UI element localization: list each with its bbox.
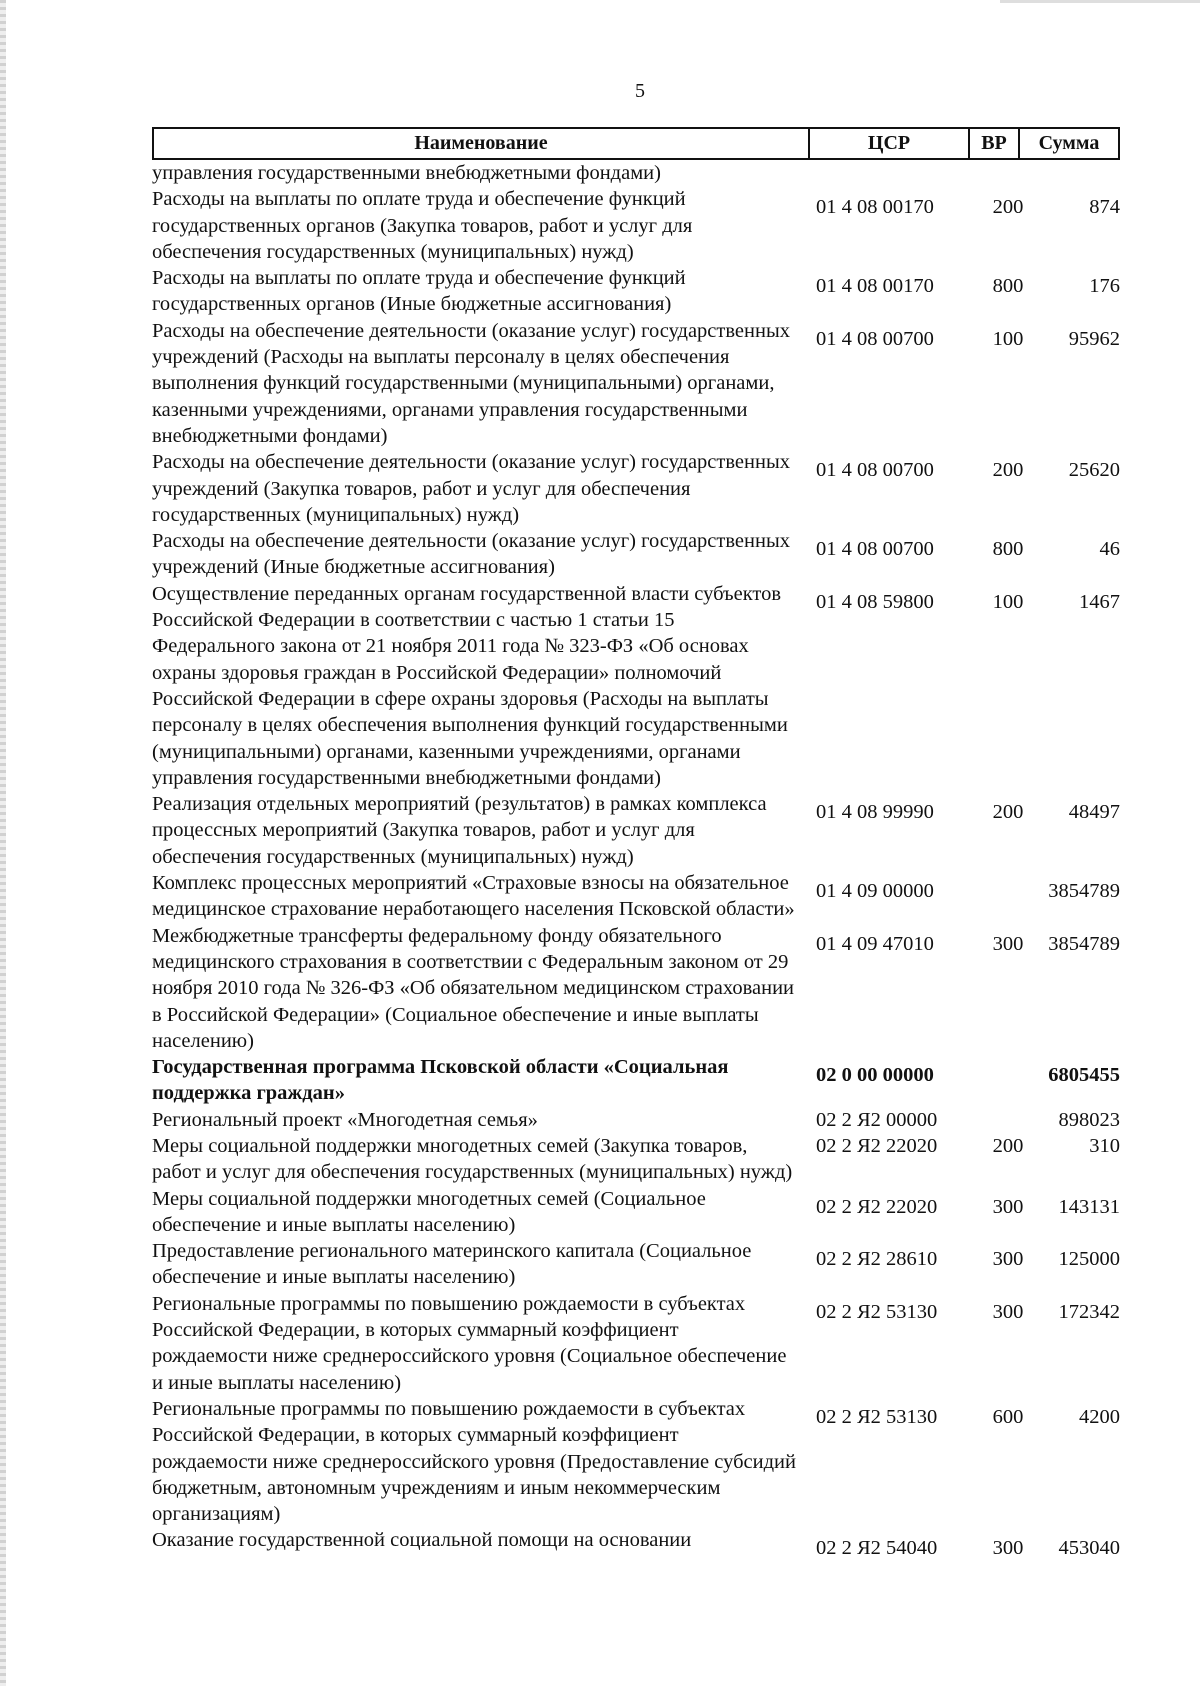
row-csr: [808, 160, 988, 186]
row-sum: 48497: [1068, 801, 1120, 824]
row-name: Государственная программа Псковской области «Социальная поддержка граждан»: [152, 1056, 729, 1105]
table-row: [152, 581, 1120, 791]
row-csr: 01 4 09 00000: [816, 880, 934, 903]
page-number: 5: [635, 80, 645, 102]
row-sum: 310: [1089, 1134, 1120, 1157]
row-csr: 02 2 Я2 22020: [816, 1195, 938, 1218]
row-vr: 200: [992, 196, 1024, 219]
row-sum: 898023: [1058, 1108, 1120, 1131]
row-name: Расходы на обеспечение деятельности (оказание услуг) государственных учреждений (Закупка товаров, работ и услуг для обеспечения государственных (муниципальных) нужд): [152, 451, 790, 526]
header-sum: Сумма: [1038, 132, 1100, 154]
row-vr: [988, 1054, 1028, 1107]
row-name: управления государственными внебюджетными фондами): [152, 162, 661, 184]
row-sum: 3854789: [1048, 932, 1120, 955]
row-csr: 02 2 Я2 00000: [816, 1108, 938, 1131]
row-sum: 25620: [1068, 459, 1120, 482]
row-vr: 300: [992, 1248, 1024, 1271]
row-vr: 100: [992, 327, 1024, 350]
row-sum: 3854789: [1048, 880, 1120, 903]
table-row: [152, 923, 1120, 1054]
row-csr: 01 4 09 47010: [816, 932, 934, 955]
row-csr: 01 4 08 99990: [816, 801, 934, 824]
row-sum: 172342: [1058, 1300, 1120, 1323]
table-row: [152, 870, 1120, 923]
row-sum: 874: [1089, 196, 1120, 219]
table-row: [152, 265, 1120, 318]
row-csr: 01 4 08 00700: [816, 459, 934, 482]
table-row: [152, 1396, 1120, 1527]
table-row: [152, 160, 1120, 186]
row-csr: 02 2 Я2 28610: [816, 1248, 938, 1271]
row-name: Расходы на обеспечение деятельности (оказание услуг) государственных учреждений (Расходы на выплаты персоналу в целях обеспечения выполнения функций государственными (муниципальными) органами, казенными учреждениями, органами управления государственными внебюджетными фондами): [152, 319, 790, 447]
table-row: [152, 1527, 1120, 1561]
row-csr: 02 2 Я2 53130: [816, 1405, 938, 1428]
row-vr: 100: [992, 590, 1024, 613]
row-name: Предоставление регионального материнского капитала (Социальное обеспечение и иные выплаты населению): [152, 1240, 752, 1289]
table-row: [152, 449, 1120, 528]
row-sum: 453040: [1058, 1537, 1120, 1560]
row-sum: 4200: [1079, 1405, 1120, 1428]
row-sum: 95962: [1068, 327, 1120, 350]
row-sum: 125000: [1058, 1248, 1120, 1271]
row-sum: 143131: [1058, 1195, 1120, 1218]
table-row: [152, 528, 1120, 581]
row-name: Расходы на обеспечение деятельности (оказание услуг) государственных учреждений (Иные бюджетные ассигнования): [152, 530, 790, 579]
row-sum: 176: [1089, 275, 1120, 298]
row-csr: 01 4 08 00170: [816, 196, 934, 219]
header-csr: ЦСР: [810, 129, 970, 158]
table-row: [152, 791, 1120, 870]
row-name: Межбюджетные трансферты федеральному фонду обязательного медицинского страхования в соответствии с Федеральным законом от 29 ноября 2010 года № 326-ФЗ «Об обязательном медицинском страховании в Российской Федерации» (Социальное обеспечение и иные выплаты населению): [152, 924, 795, 1052]
row-sum: 1467: [1079, 590, 1120, 613]
row-csr: 01 4 08 00700: [816, 327, 934, 350]
header-name: Наименование: [154, 129, 810, 158]
row-name: Меры социальной поддержки многодетных семей (Закупка товаров, работ и услуг для обеспечения государственных (муниципальных) нужд): [152, 1134, 793, 1184]
row-name: Оказание государственной социальной помощи на основании: [152, 1529, 692, 1552]
row-name: Региональные программы по повышению рождаемости в субъектах Российской Федерации, в которых суммарный коэффициент рождаемости ниже среднероссийского уровня (Социальное обеспечение и иные выплаты населению): [152, 1292, 787, 1394]
row-csr: 02 2 Я2 53130: [816, 1300, 938, 1323]
row-vr: 800: [992, 275, 1024, 298]
scan-edge-top: [1000, 0, 1200, 3]
row-name: Региональный проект «Многодетная семья»: [152, 1108, 538, 1131]
row-csr: 02 2 Я2 22020: [816, 1134, 938, 1157]
row-name: Реализация отдельных мероприятий (результатов) в рамках комплекса процессных мероприятий (Закупка товаров, работ и услуг для обеспечения государственных (муниципальных) нужд): [152, 793, 767, 868]
row-vr: [988, 1107, 1028, 1133]
row-name: Расходы на выплаты по оплате труда и обеспечение функций государственных органов (Закупка товаров, работ и услуг для обеспечения государственных (муниципальных) нужд): [152, 188, 693, 263]
scan-edge-left: [0, 0, 6, 1686]
table-row: [152, 318, 1120, 449]
table-row: [152, 1133, 1120, 1186]
table-row: [152, 1054, 1120, 1107]
row-vr: 300: [992, 1300, 1024, 1323]
row-vr: 200: [992, 459, 1024, 482]
table-row: [152, 1291, 1120, 1396]
row-vr: 200: [992, 801, 1024, 824]
row-name: Меры социальной поддержки многодетных семей (Социальное обеспечение и иные выплаты населению): [152, 1187, 706, 1236]
row-csr: 01 4 08 59800: [816, 590, 934, 613]
row-vr: 300: [992, 1195, 1024, 1218]
table-row: [152, 1107, 1120, 1133]
row-csr: 02 0 00 00000: [816, 1064, 934, 1087]
row-vr: 200: [992, 1134, 1024, 1157]
row-name: Региональные программы по повышению рождаемости в субъектах Российской Федерации, в которых суммарный коэффициент рождаемости ниже среднероссийского уровня (Предоставление субсидий бюджетным, автономным учреждениям и иным некоммерческим организациям): [152, 1397, 796, 1526]
row-sum: 6805455: [1048, 1064, 1120, 1087]
row-name: Осуществление переданных органам государственной власти субъектов Российской Федерации в соответствии с частью 1 статьи 15 Федерального закона от 21 ноября 2011 года № 323-ФЗ «Об основах охраны здоровья граждан в Российской Федерации» полномочий Российской Федерации в сфере охраны здоровья (Расходы на выплаты персоналу в целях обеспечения выполнения функций государственными (муниципальными) органами, казенными учреждениями, органами управления государственными внебюджетными фондами): [152, 582, 788, 789]
row-vr: [988, 160, 1028, 186]
row-sum: [1028, 160, 1120, 186]
row-name: Расходы на выплаты по оплате труда и обеспечение функций государственных органов (Иные бюджетные ассигнования): [152, 267, 686, 316]
row-vr: 600: [992, 1405, 1024, 1428]
table-header: [152, 127, 1120, 160]
table-row: [152, 1186, 1120, 1239]
row-vr: 800: [992, 538, 1024, 561]
row-csr: 01 4 08 00700: [816, 538, 934, 561]
table-row: [152, 186, 1120, 265]
row-vr: 300: [992, 1537, 1024, 1560]
row-csr: 01 4 08 00170: [816, 275, 934, 298]
row-name: Комплекс процессных мероприятий «Страховые взносы на обязательное медицинское страхование неработающего населения Псковской области»: [152, 872, 795, 921]
row-vr: 300: [992, 932, 1024, 955]
table-row: [152, 1238, 1120, 1291]
header-vr: ВР: [970, 129, 1020, 158]
table-body: [152, 160, 1120, 1562]
row-csr: 02 2 Я2 54040: [816, 1537, 938, 1560]
row-vr: [988, 870, 1028, 923]
row-sum: 46: [1099, 538, 1120, 561]
